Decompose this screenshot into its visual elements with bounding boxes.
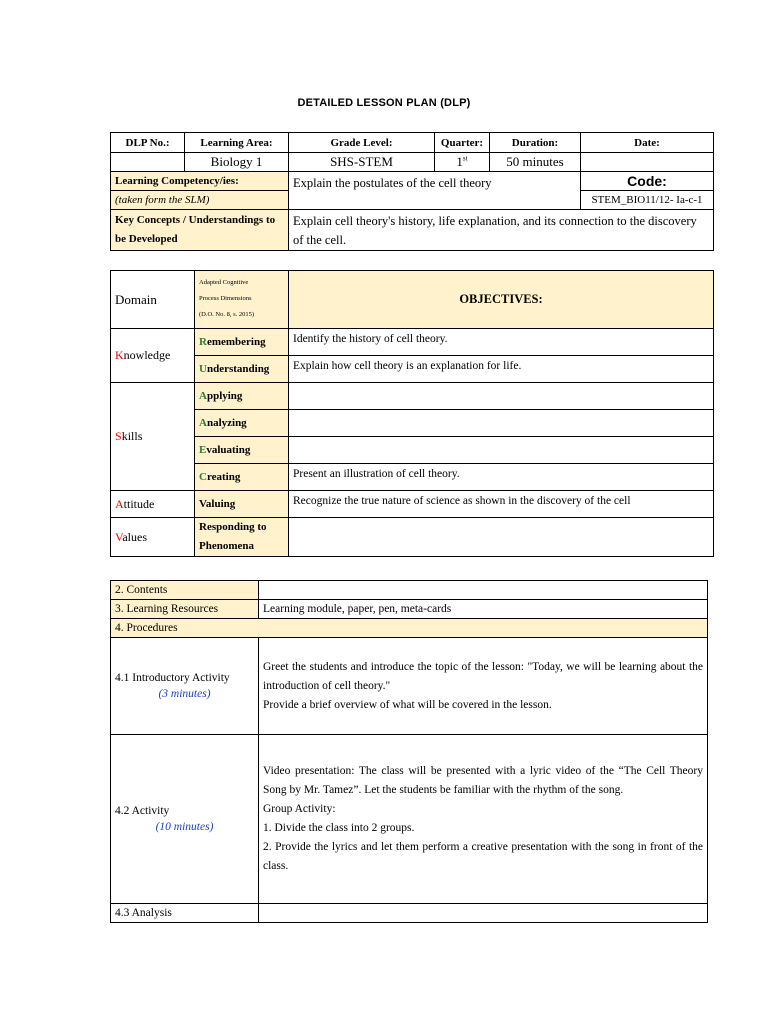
code-value: STEM_BIO11/12- Ia-c-1 — [581, 191, 714, 210]
objectives-table — [110, 270, 714, 557]
intro-activity-time: (3 minutes) — [158, 688, 211, 700]
intro-greeting-text: Greet the students and introduce the topic of the lesson: "Today, we will be learning about the introduction of cell theory." — [263, 660, 703, 692]
date-label: Date: — [581, 133, 714, 153]
remembering-rest: emembering — [206, 336, 266, 348]
analysis-label: 4.3 Analysis — [111, 904, 259, 923]
dimension-understanding — [195, 356, 289, 383]
domain-skills — [111, 383, 195, 491]
dlp-no-value — [111, 153, 185, 172]
objective-analyzing — [289, 410, 714, 437]
dimension-responding: Responding to Phenomena — [195, 518, 289, 557]
learning-area-value: Biology 1 — [185, 153, 289, 172]
learning-area-label: Learning Area: — [185, 133, 289, 153]
domain-values — [111, 518, 195, 557]
domain-header: Domain — [111, 271, 195, 329]
applying-rest: pplying — [206, 390, 243, 402]
values-rest: alues — [122, 529, 147, 544]
objectives-header: OBJECTIVES: — [289, 271, 714, 329]
dimension-analyzing — [195, 410, 289, 437]
dimension-applying — [195, 383, 289, 410]
objective-applying — [289, 383, 714, 410]
quarter-number: 1 — [456, 154, 463, 169]
analyzing-rest: nalyzing — [206, 417, 247, 429]
evaluating-initial: E — [199, 444, 207, 456]
intro-activity-label: 4.1 Introductory Activity — [115, 672, 230, 684]
objective-valuing: Recognize the true nature of science as shown in the discovery of the cell — [289, 491, 714, 518]
dimension-valuing: Valuing — [195, 491, 289, 518]
quarter-label: Quarter: — [435, 133, 490, 153]
objective-remembering: Identify the history of cell theory. — [289, 329, 714, 356]
domain-attitude — [111, 491, 195, 518]
attitude-rest: ttitude — [123, 496, 155, 511]
analyzing-initial: A — [199, 417, 207, 429]
evaluating-rest: valuating — [206, 444, 251, 456]
understanding-initial: U — [199, 363, 207, 375]
intro-activity-cell — [111, 638, 259, 735]
knowledge-initial: K — [115, 348, 124, 362]
activity-step-2: 2. Provide the lyrics and let them perform a creative presentation with the song in front of the class. — [263, 841, 703, 872]
competency-label: Learning Competency/ies: — [111, 172, 289, 191]
key-concepts-text: Explain cell theory's history, life explanation, and its connection to the discovery of the cell. — [289, 210, 714, 251]
knowledge-rest: nowledge — [123, 348, 171, 362]
remembering-initial: R — [199, 336, 207, 348]
adapted-line-1: Adapted Cognitive — [199, 279, 249, 286]
procedures-table — [110, 580, 708, 923]
code-label: Code: — [581, 172, 714, 191]
adapted-line-2: Process Dimensions — [199, 295, 252, 302]
skills-rest: kills — [121, 429, 143, 443]
activity-time: (10 minutes) — [155, 821, 214, 833]
applying-initial: A — [199, 390, 207, 402]
analysis-value — [259, 904, 708, 923]
objective-responding — [289, 518, 714, 557]
contents-label: 2. Contents — [111, 581, 259, 600]
values-initial: V — [115, 529, 123, 544]
resources-label: 3. Learning Resources — [111, 600, 259, 619]
activity-body — [259, 735, 708, 904]
duration-value: 50 minutes — [490, 153, 581, 172]
dimension-creating — [195, 464, 289, 491]
intro-activity-body — [259, 638, 708, 735]
competency-text: Explain the postulates of the cell theory — [289, 172, 581, 210]
contents-value — [259, 581, 708, 600]
dimension-remembering — [195, 329, 289, 356]
quarter-suffix: st — [462, 154, 468, 163]
date-value — [581, 153, 714, 172]
activity-group-heading: Group Activity: — [263, 803, 336, 815]
creating-initial: C — [199, 471, 207, 483]
objective-understanding: Explain how cell theory is an explanation for life. — [289, 356, 714, 383]
grade-level-value: SHS-STEM — [289, 153, 435, 172]
dimension-evaluating — [195, 437, 289, 464]
duration-label: Duration: — [490, 133, 581, 153]
objective-evaluating — [289, 437, 714, 464]
adapted-dimensions-header — [195, 271, 289, 329]
adapted-line-3: (D.O. No. 8, s. 2015) — [199, 311, 255, 318]
key-concepts-label: Key Concepts / Understandings to be Developed — [111, 210, 289, 251]
activity-label: 4.2 Activity — [115, 805, 170, 817]
activity-step-1: 1. Divide the class into 2 groups. — [263, 822, 415, 834]
header-table — [110, 132, 714, 251]
intro-overview-text: Provide a brief overview of what will be covered in the lesson. — [263, 698, 552, 711]
domain-knowledge — [111, 329, 195, 383]
procedures-label: 4. Procedures — [111, 619, 708, 638]
document-title: DETAILED LESSON PLAN (DLP) — [297, 97, 471, 109]
understanding-rest: nderstanding — [206, 363, 270, 375]
objective-creating: Present an illustration of cell theory. — [289, 464, 714, 491]
quarter-value — [435, 153, 490, 172]
attitude-initial: A — [115, 496, 124, 511]
creating-rest: reating — [206, 471, 241, 483]
activity-video-text: Video presentation: The class will be presented with a lyric video of the “The Cell Theory Song by Mr. Tamez”. Let the students be familiar with the rhythm of the song. — [263, 765, 703, 796]
skills-initial: S — [115, 429, 122, 443]
resources-value: Learning module, paper, pen, meta-cards — [259, 600, 708, 619]
competency-note: (taken form the SLM) — [111, 191, 289, 210]
grade-level-label: Grade Level: — [289, 133, 435, 153]
activity-cell — [111, 735, 259, 904]
dlp-no-label: DLP No.: — [111, 133, 185, 153]
